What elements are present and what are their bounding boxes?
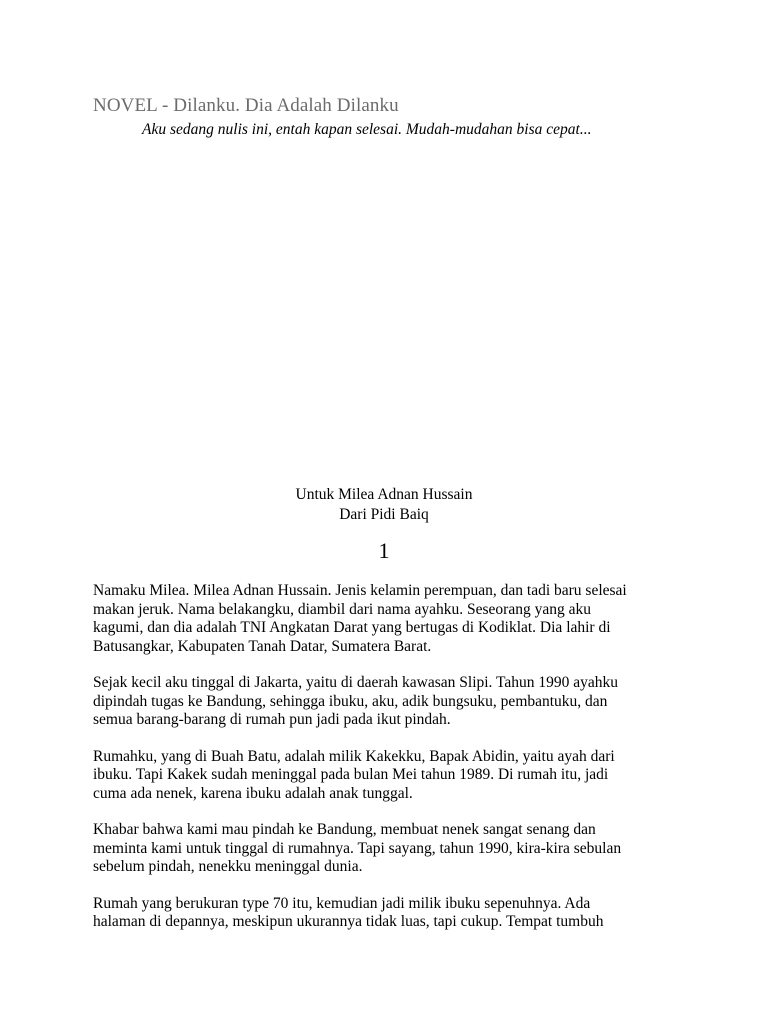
text-line: cuma ada nenek, karena ibuku adalah anak tunggal. [93,784,413,802]
text-line: dipindah tugas ke Bandung, sehingga ibuku, aku, adik bungsuku, pembantuku, dan [93,692,608,710]
text-line: Khabar bahwa kami mau pindah ke Bandung, membuat nenek sangat senang dan [93,821,596,838]
text-line: semua barang-barang di rumah pun jadi pada ikut pindah. [93,711,451,728]
paragraph [93,748,693,804]
document-subtitle: Aku sedang nulis ini, entah kapan selesai. Mudah-mudahan bisa cepat... [142,121,592,138]
text-line: sebelum pindah, nenekku meninggal dunia. [93,858,363,875]
document-title: NOVEL - Dilanku. Dia Adalah Dilanku [93,95,399,116]
dedication [0,485,768,525]
text-line: Rumah yang berukuran type 70 itu, kemudian jadi milik ibuku sepenuhnya. Ada [93,894,591,912]
text-line: Batusangkar, Kabupaten Tanah Datar, Sumatera Barat. [93,637,432,655]
body-text [93,582,693,950]
text-line: Rumahku, yang di Buah Batu, adalah milik Kakekku, Bapak Abidin, yaitu ayah dari [93,747,615,765]
text-line: Namaku Milea. Milea Adnan Hussain. Jenis kelamin perempuan, dan tadi baru selesai [93,582,627,599]
paragraph [93,582,693,656]
paragraph [93,674,693,730]
text-line: kagumi, dan dia adalah TNI Angkatan Darat yang bertugas di Kodiklat. Dia lahir di [93,619,611,636]
dedication-line: Untuk Milea Adnan Hussain [295,486,473,503]
dedication-line: Dari Pidi Baiq [339,506,429,523]
text-line: meminta kami untuk tinggal di rumahnya. Tapi sayang, tahun 1990, kira-kira sebulan [93,839,622,857]
paragraph [93,895,693,932]
text-line: makan jeruk. Nama belakangku, diambil dari nama ayahku. Seseorang yang aku [93,600,591,618]
chapter-number: 1 [378,538,390,563]
paragraph [93,821,693,877]
text-line: Sejak kecil aku tinggal di Jakarta, yaitu di daerah kawasan Slipi. Tahun 1990 ayahku [93,674,619,691]
text-line: halaman di depannya, meskipun ukurannya tidak luas, tapi cukup. Tempat tumbuh [93,913,604,930]
text-line: ibuku. Tapi Kakek sudah meninggal pada bulan Mei tahun 1989. Di rumah itu, jadi [93,766,609,783]
